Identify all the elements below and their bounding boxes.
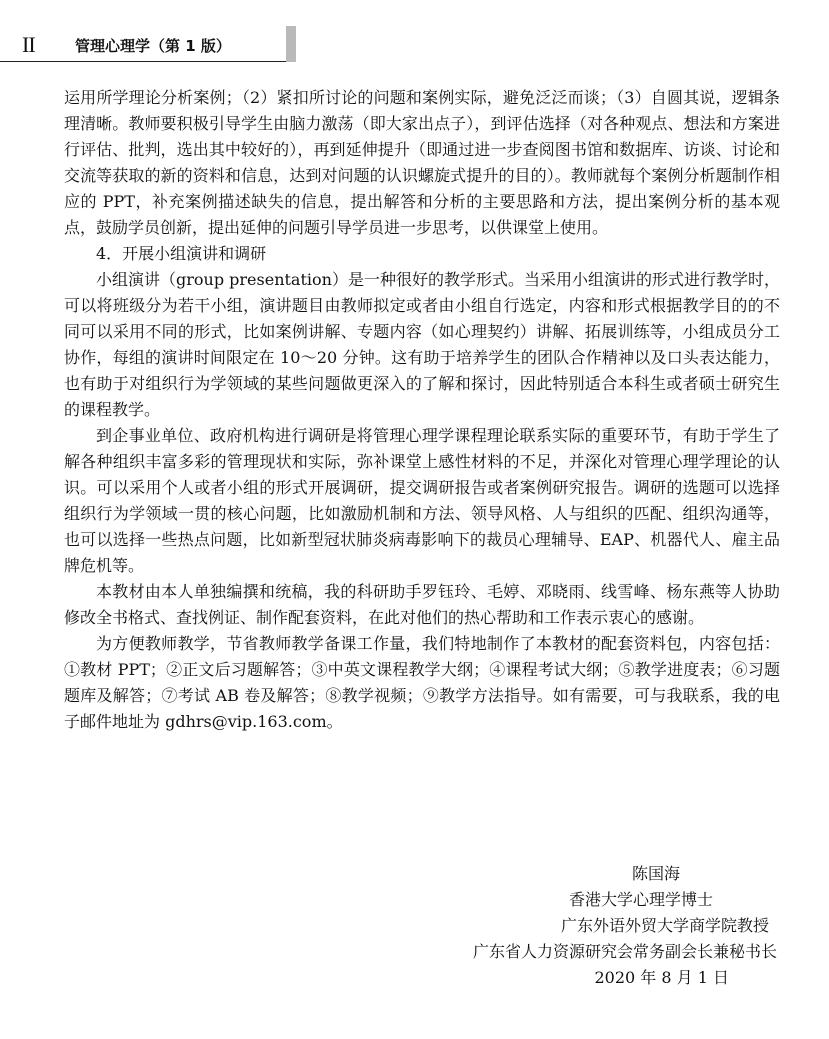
paragraph-resource-package: 为方便教师教学，节省教师教学备课工作量，我们特地制作了本教材的配套资料包，内容包括：①教材 PPT；②正文后习题解答；③中英文课程教学大纲；④课程考试大纲；⑤教学进度表；⑥习题题库及解答；⑦考试 AB 卷及解答；⑧教学视频；⑨教学方法指导。如有需要，可与我联系，我的电子邮件地址为 gdhrs@vip.163.com。 [64,634,780,731]
paragraph-group-presentation: 小组演讲（group presentation）是一种很好的教学形式。当采用小组演讲的形式进行教学时，可以将班级分为若干小组，演讲题目由教师拟定或者由小组自行选定，内容和形式根据教学目的的不同可以采用不同的形式，比如案例讲解、专题内容（如心理契约）讲解、拓展训练等，小组成员分工协作，每组的演讲时间限定在 10～20 分钟。这有助于培养学生的团队合作精神以及口头表达能力，也有助于对组织行为学领域的某些问题做更深入的了解和探讨，因此特别适合本科生或者硕士研究生的课程教学。 [64,270,780,419]
page-number: II [22,32,35,57]
signature-date: 2020 年 8 月 1 日 [594,968,729,987]
author-title-professor: 广东外语外贸大学商学院教授 [560,916,769,935]
author-title-association: 广东省人力资源研究会常务副会长兼秘书长 [472,942,777,961]
header-tab-marker [286,26,296,62]
paragraph-field-research: 到企事业单位、政府机构进行调研是将管理心理学课程理论联系实际的重要环节，有助于学生了解各种组织丰富多彩的管理现状和实际，弥补课堂上感性材料的不足，并深化对管理心理学理论的认识。可以采用个人或者小组的形式开展调研，提交调研报告或者案例研究报告。调研的选题可以选择组织行为学领域一贯的核心问题，比如激励机制和方法、领导风格、人与组织的匹配、组织沟通等，也可以选择一些热点问题，比如新型冠状肺炎病毒影响下的裁员心理辅导、EAP、机器代人、雇主品牌危机等。 [64,426,780,575]
author-degree: 香港大学心理学博士 [568,890,713,909]
header-rule [0,61,290,62]
running-title: 管理心理学（第 1 版） [75,37,231,55]
author-signature-block [473,861,777,991]
paragraph-case-analysis: 运用所学理论分析案例；（2）紧扣所讨论的问题和案例实际，避免泛泛而谈；（3）自圆其说，逻辑条理清晰。教师要积极引导学生由脑力激荡（即大家出点子），到评估选择（对各种观点、想法和方案进行评估、批判，选出其中较好的），再到延伸提升（即通过进一步查阅图书馆和数据库、访谈、讨论和交流等获取的新的资料和信息，达到对问题的认识螺旋式提升的目的）。教师就每个案例分析题制作相应的 PPT，补充案例描述缺失的信息，提出解答和分析的主要思路和方法，提出案例分析的基本观点，鼓励学员创新，提出延伸的问题引导学员进一步思考，以供课堂上使用。 [64,88,780,237]
paragraph-acknowledgements: 本教材由本人单独编撰和统稿，我的科研助手罗钰玲、毛婷、邓晓雨、线雪峰、杨东燕等人协助修改全书格式、查找例证、制作配套资料，在此对他们的热心帮助和工作表示衷心的感谢。 [64,582,780,627]
author-name: 陈国海 [631,864,680,883]
page-header [0,26,296,62]
body-text [64,85,780,735]
section-heading-group-presentation: 4．开展小组演讲和调研 [96,244,267,263]
